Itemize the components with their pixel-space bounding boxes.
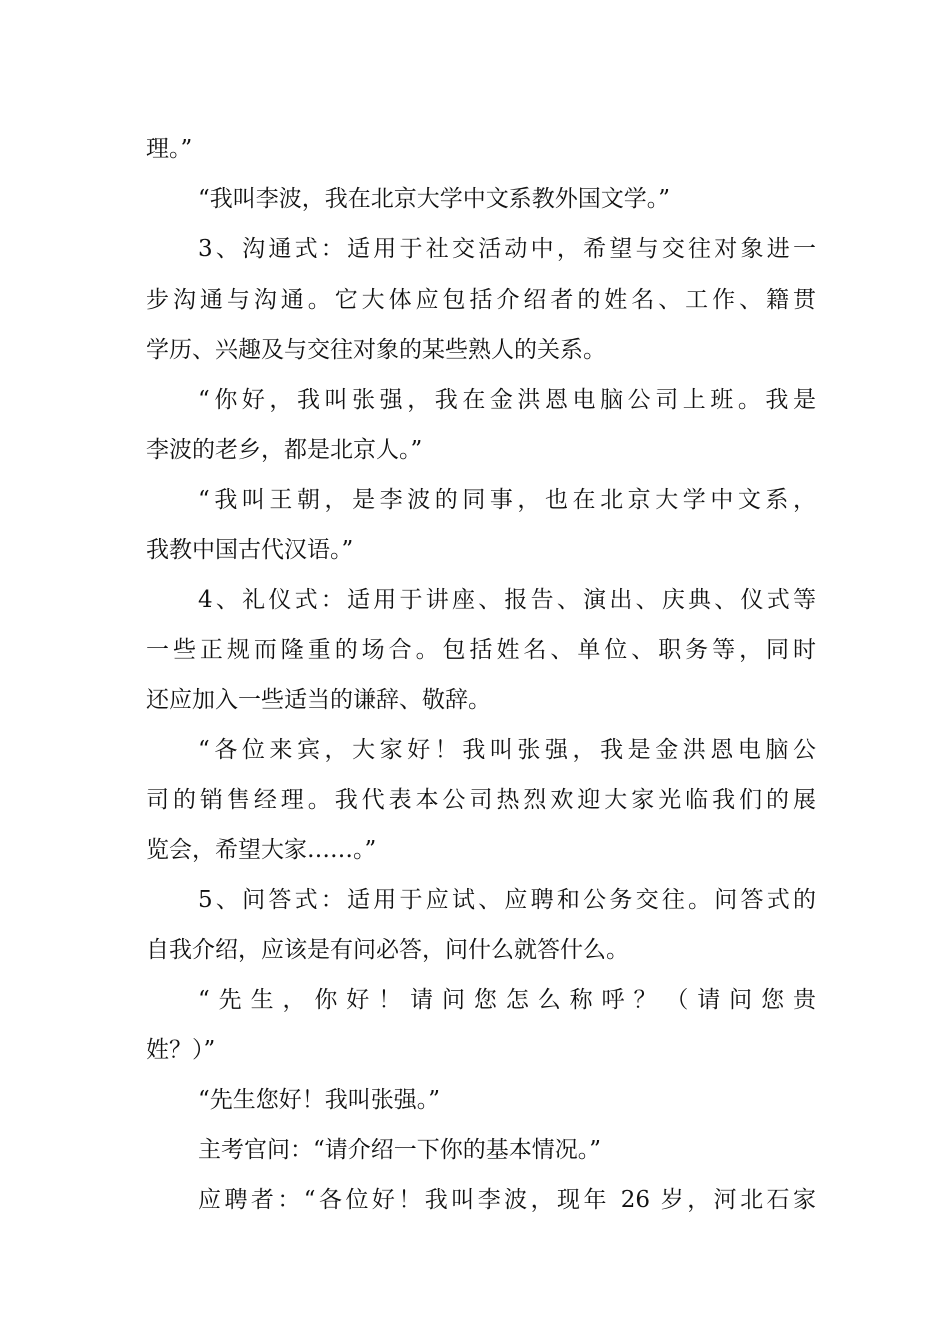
text-line: 3、沟通式：适用于社交活动中，希望与交往对象进一 bbox=[198, 236, 816, 262]
text-line: 步沟通与沟通。它大体应包括介绍者的姓名、工作、籍贯 bbox=[146, 287, 816, 313]
text-line: 自我介绍，应该是有问必答，问什么就答什么。 bbox=[146, 937, 629, 963]
text-line: 司的销售经理。我代表本公司热烈欢迎大家光临我们的展 bbox=[146, 787, 816, 813]
text-line: 主考官问：“请介绍一下你的基本情况。” bbox=[198, 1137, 602, 1163]
text-line: 应聘者：“各位好！我叫李波，现年 26 岁，河北石家 bbox=[198, 1187, 816, 1213]
text-line: 理。” bbox=[146, 136, 193, 162]
text-line: “先生您好！我叫张强。” bbox=[198, 1087, 441, 1113]
text-line: 我教中国古代汉语。” bbox=[146, 537, 354, 563]
text-line: 学历、兴趣及与交往对象的某些熟人的关系。 bbox=[146, 337, 606, 363]
text-line: “各位来宾，大家好！我叫张强，我是金洪恩电脑公 bbox=[198, 737, 816, 763]
text-line: 还应加入一些适当的谦辞、敬辞。 bbox=[146, 687, 491, 713]
text-line: 览会，希望大家……。” bbox=[146, 837, 377, 863]
text-line: 姓？）” bbox=[146, 1037, 216, 1063]
text-line: 李波的老乡，都是北京人。” bbox=[146, 437, 423, 463]
text-line: “我叫李波，我在北京大学中文系教外国文学。” bbox=[198, 186, 671, 212]
text-line: 一些正规而隆重的场合。包括姓名、单位、职务等，同时 bbox=[146, 637, 816, 663]
text-line: “你好，我叫张强，我在金洪恩电脑公司上班。我是 bbox=[198, 387, 816, 413]
text-line: 5、问答式：适用于应试、应聘和公务交往。问答式的 bbox=[198, 887, 816, 913]
text-line: “我叫王朝，是李波的同事，也在北京大学中文系， bbox=[198, 487, 816, 513]
text-line: 4、礼仪式：适用于讲座、报告、演出、庆典、仪式等 bbox=[198, 587, 816, 613]
text-line: “先生，你好！请问您怎么称呼？（请问您贵 bbox=[198, 987, 816, 1013]
